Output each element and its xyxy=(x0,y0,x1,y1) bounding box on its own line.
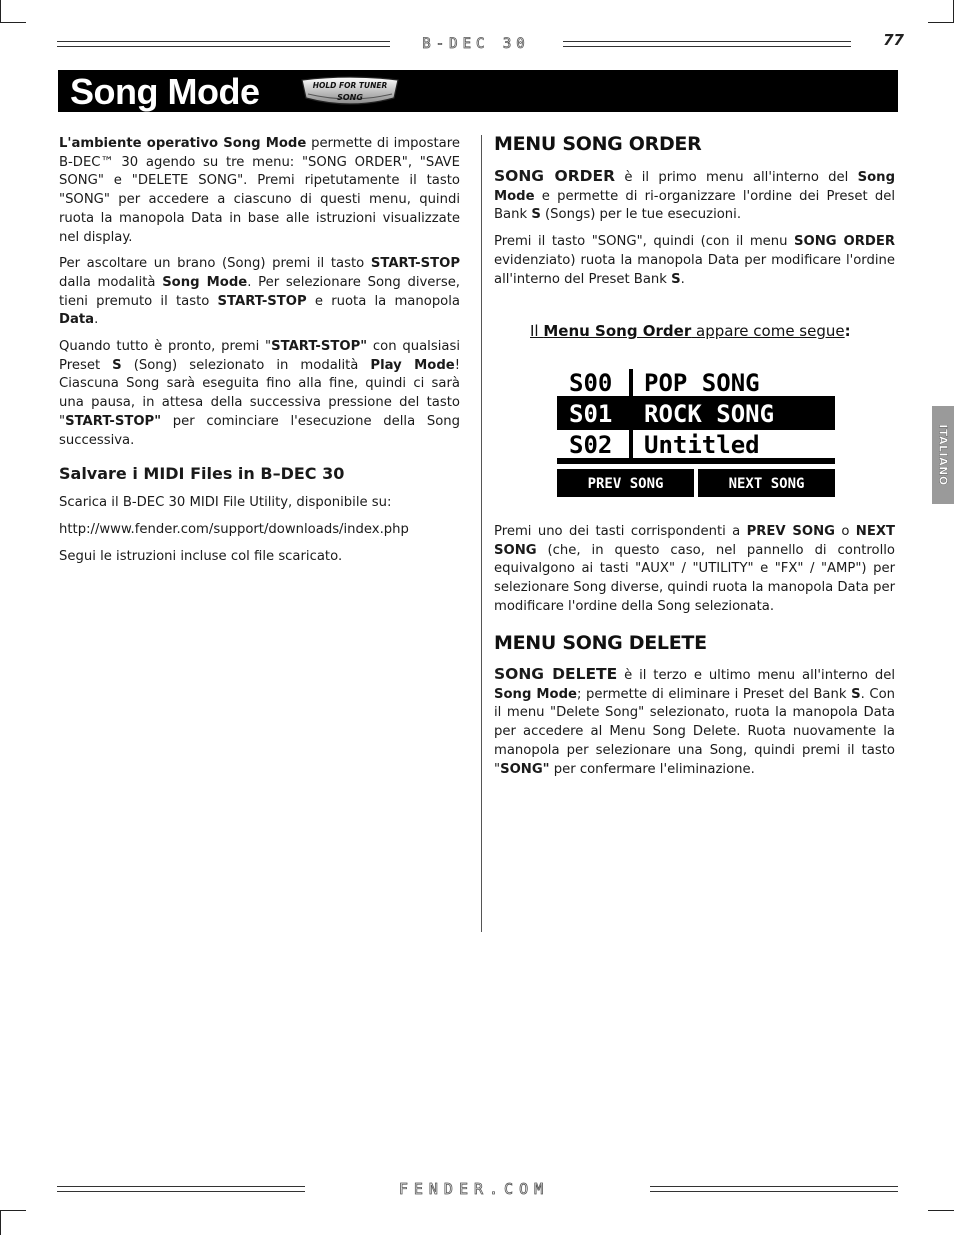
text-run: Per ascoltare un brano (Song) premi il tasto xyxy=(59,256,371,272)
play-mode-paragraph xyxy=(59,338,460,450)
crop-mark xyxy=(0,1210,1,1235)
text-run: (che, in questo caso, nel pannello di controllo equivalgono ai tasti "AUX" / "UTILITY" e "FX" / "AMP") per selezionare Song diverse, quindi ruota la manopola Data per modificare l'ordine della Song selezionata. xyxy=(494,542,895,614)
badge-label-bottom: SONG xyxy=(337,93,363,102)
text-run: . Con il menu "Delete Song" selezionato, ruota la manopola Data per accedere al Menu Song Delete. Ruota nuovamente la manopola per selezionare una Song, quindi premi il tasto " xyxy=(494,686,895,777)
midi-download-link[interactable]: http://www.fender.com/support/downloads/index.php xyxy=(59,521,409,537)
text-run: . xyxy=(680,271,685,287)
emphasis-text: S xyxy=(671,271,681,287)
emphasis-text: START-STOP xyxy=(370,256,460,272)
crop-mark xyxy=(0,1210,26,1211)
text-run: è il primo menu all'interno del xyxy=(615,170,858,185)
midi-instructions-text: Segui le istruzioni incluse col file scaricato. xyxy=(59,548,343,564)
section-title-song-delete: MENU SONG DELETE xyxy=(494,632,707,654)
emphasis-text: L'ambiente operativo Song Mode xyxy=(59,136,307,151)
lcd-row-1-id: S01 xyxy=(569,400,613,428)
text-run: con qualsiasi Preset xyxy=(59,339,461,373)
text-run: . Per selezionare Song diverse, tieni premuto il tasto xyxy=(59,274,461,309)
song-order-paragraph-1 xyxy=(494,167,895,225)
text-run: Quando tutto è pronto, premi " xyxy=(59,339,272,355)
text-run: per cominciare l'esecuzione della Song successiva. xyxy=(59,413,460,448)
lcd-row-1-name: ROCK SONG xyxy=(644,400,775,428)
text-run: o xyxy=(834,524,856,539)
lcd-row-2-id: S02 xyxy=(569,431,613,459)
text-run: Premi il tasto "SONG", quindi (con il menu xyxy=(494,234,795,250)
footer-website: FENDER.COM xyxy=(398,1180,550,1198)
caption-prefix: Il xyxy=(530,322,544,340)
column-divider xyxy=(481,135,482,932)
title-bar xyxy=(58,70,898,112)
emphasis-text: SONG ORDER xyxy=(794,234,895,250)
lcd-caption xyxy=(530,322,851,340)
header-model: B-DEC 30 xyxy=(422,36,530,52)
footer-rule-left xyxy=(57,1186,305,1192)
crop-mark xyxy=(0,0,1,22)
header-rule-left xyxy=(57,41,390,47)
caption-suffix: appare come segue xyxy=(691,322,845,340)
language-tab-label: ITALIANO xyxy=(936,424,950,486)
lcd-row-0-name: POP SONG xyxy=(644,369,760,397)
lcd-display xyxy=(557,367,835,497)
text-run: . xyxy=(94,312,99,328)
language-tab xyxy=(932,406,954,504)
emphasis-text: Play Mode xyxy=(370,357,455,373)
song-delete-paragraph xyxy=(494,665,895,779)
song-order-paragraph-3 xyxy=(494,523,895,617)
text-run: e ruota la manopola xyxy=(306,293,460,309)
emphasis-text: START-STOP" xyxy=(271,339,368,355)
crop-mark xyxy=(0,22,26,23)
caption-colon: : xyxy=(844,322,851,340)
song-delete-text xyxy=(494,665,895,787)
midi-heading: Salvare i MIDI Files in B–DEC 30 xyxy=(59,464,345,484)
prev-song-label: PREV SONG xyxy=(587,476,664,492)
footer-rule-right xyxy=(650,1186,898,1192)
text-run: ; permette di eliminare i Preset del Bank xyxy=(576,686,852,702)
section-title-song-order: MENU SONG ORDER xyxy=(494,133,702,155)
emphasis-text: SONG" xyxy=(500,761,550,777)
emphasis-text: NEXT SONG xyxy=(494,524,895,558)
text-run: Premi uno dei tasti corrispondenti a xyxy=(494,524,747,539)
midi-download-text: Scarica il B-DEC 30 MIDI File Utility, disponibile su: xyxy=(59,495,392,511)
next-song-label: NEXT SONG xyxy=(728,476,805,492)
page-title: Song Mode xyxy=(70,71,260,112)
emphasis-text: S xyxy=(531,207,541,223)
song-order-paragraph-2 xyxy=(494,233,895,289)
text-run: è il terzo e ultimo menu all'interno del xyxy=(617,668,895,683)
emphasis-text: S xyxy=(112,357,122,373)
badge-label-top: HOLD FOR TUNER xyxy=(312,81,388,90)
lcd-row-0-id: S00 xyxy=(569,369,613,397)
lcd-row-2-name: Untitled xyxy=(644,431,760,459)
emphasis-text: SONG ORDER xyxy=(494,167,616,185)
crop-mark xyxy=(928,22,954,23)
emphasis-text: START-STOP xyxy=(217,293,307,309)
text-run: per confermare l'eliminazione. xyxy=(549,761,755,777)
song-button-badge xyxy=(298,74,402,108)
page-number: 77 xyxy=(883,31,904,49)
emphasis-text: Data xyxy=(59,312,95,328)
text-run: (Song) selezionato in modalità xyxy=(121,357,371,373)
header-rule-right xyxy=(563,41,851,47)
emphasis-text: Song Mode xyxy=(162,274,248,290)
intro-paragraph xyxy=(59,135,460,247)
song-order-text xyxy=(494,167,895,297)
emphasis-text: START-STOP" xyxy=(65,413,162,429)
text-run: evidenziato) ruota la manopola Data per modificare l'ordine all'interno del Preset Bank xyxy=(494,252,895,287)
caption-menu-name: Menu Song Order xyxy=(543,322,692,340)
crop-mark xyxy=(928,1210,954,1211)
text-run: dalla modalità xyxy=(59,274,163,290)
text-run: ! Ciascuna Song sarà eseguita fino alla fine, quindi ci sarà una pausa, in attesa della successiva pressione del tasto " xyxy=(59,357,461,429)
emphasis-text: SONG DELETE xyxy=(494,665,618,683)
text-run: (Songs) per le tue esecuzioni. xyxy=(540,207,742,223)
text-run: permette di impostare B-DEC™ 30 agendo su tre menu: "SONG ORDER", "SAVE SONG" e "DELETE SONG". Premi ripetutamente il tasto "SONG" per accedere a ciascuno di questi menu, quindi ruota la manopola Data in base alle istruzioni visualizzate nel display. xyxy=(59,136,460,245)
left-column xyxy=(59,135,460,574)
emphasis-text: Song Mode xyxy=(494,686,577,702)
emphasis-text: S xyxy=(851,686,861,702)
lcd-instructions-text xyxy=(494,523,895,625)
text-run: e permette di ri-organizzare l'ordine dei Preset del Bank xyxy=(494,188,895,223)
emphasis-text: PREV SONG xyxy=(746,524,835,539)
start-stop-paragraph xyxy=(59,255,460,330)
emphasis-text: Song Mode xyxy=(494,170,896,204)
